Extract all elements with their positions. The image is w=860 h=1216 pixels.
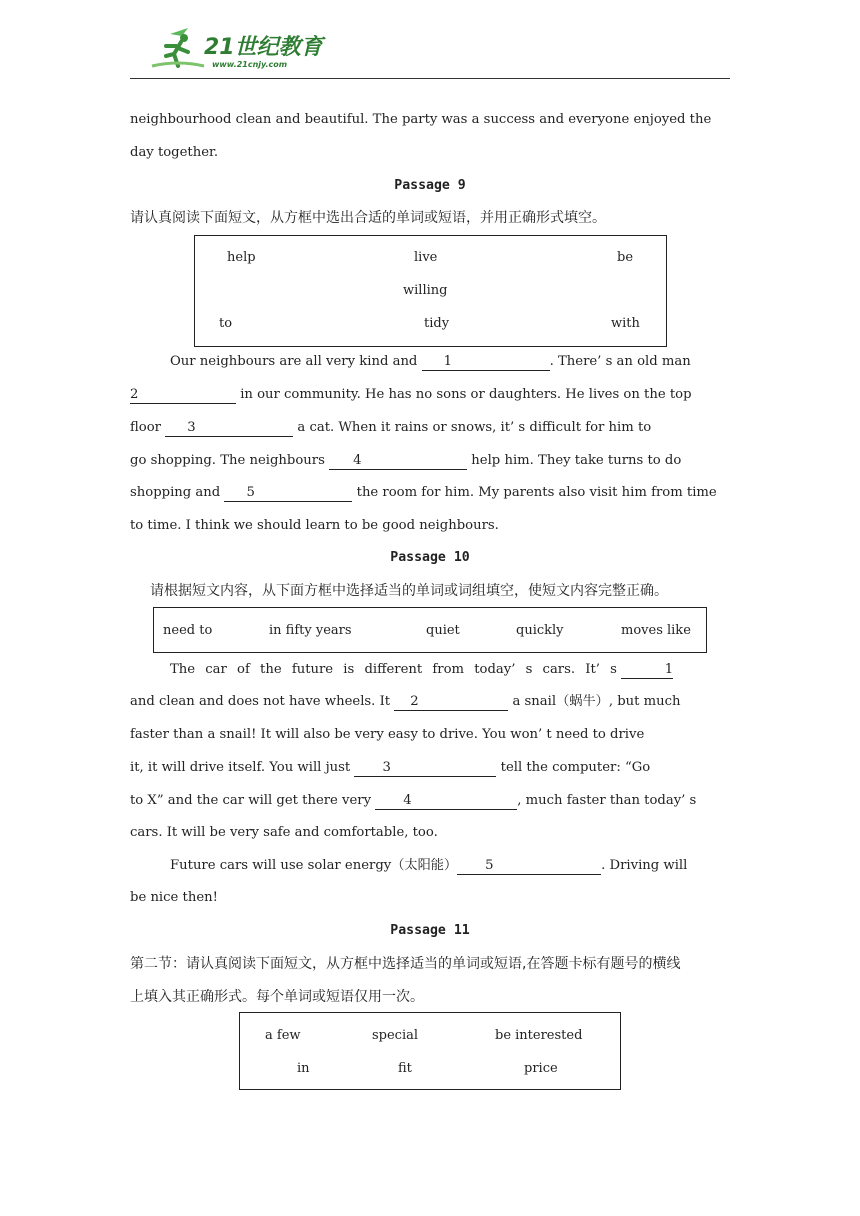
logo-icon bbox=[148, 26, 338, 72]
instruction: 请根据短文内容，从下面方框中选择适当的单词或词组填空，使短文内容完整正确。 bbox=[150, 583, 668, 599]
blank-5[interactable]: 5 bbox=[224, 485, 352, 502]
text-line: cars. It will be very safe and comfortable, too. bbox=[130, 825, 438, 840]
text-line: Future cars will use solar energy（太阳能） 5 . Driving will bbox=[170, 858, 688, 873]
instruction: 上填入其正确形式。每个单词或短语仅用一次。 bbox=[130, 989, 424, 1005]
text-line: and clean and does not have wheels. It 2 a snail（蜗牛）, but much bbox=[130, 694, 681, 709]
text-line: it, it will drive itself. You will just 3 tell the computer: “Go bbox=[130, 760, 651, 775]
word-option: in bbox=[297, 1061, 310, 1076]
blank-4[interactable]: 4 bbox=[329, 453, 467, 470]
blank-1[interactable]: 1 bbox=[422, 354, 550, 371]
text-line: go shopping. The neighbours 4 help him. They take turns to do bbox=[130, 453, 682, 468]
word-option: be bbox=[617, 250, 634, 265]
text-line: to X” and the car will get there very 4 , much faster than today’ s bbox=[130, 793, 697, 808]
text-line: day together. bbox=[130, 145, 219, 160]
passage-title: Passage 9 bbox=[394, 178, 466, 193]
text-line: The car of the future is different from today’ s cars. It’ s 1 bbox=[170, 662, 674, 677]
word-option: to bbox=[219, 316, 233, 331]
word-option: help bbox=[227, 250, 256, 265]
word-option: with bbox=[611, 316, 640, 331]
instruction: 第二节：请认真阅读下面短文，从方框中选择适当的单词或短语,在答题卡标有题号的横线 bbox=[130, 956, 681, 972]
word-option: moves like bbox=[621, 623, 691, 638]
text-line: faster than a snail! It will also be very easy to drive. You won’ t need to drive bbox=[130, 727, 645, 742]
word-option: live bbox=[414, 250, 438, 265]
word-option: fit bbox=[398, 1061, 412, 1076]
blank-5[interactable]: 5 bbox=[457, 858, 601, 875]
text-line: 2 in our community. He has no sons or daughters. He lives on the top bbox=[130, 387, 692, 402]
instruction: 请认真阅读下面短文，从方框中选出合适的单词或短语，并用正确形式填空。 bbox=[130, 210, 606, 226]
word-option: special bbox=[372, 1028, 419, 1043]
text-line: neighbourhood clean and beautiful. The party was a success and everyone enjoyed the bbox=[130, 112, 712, 127]
blank-2[interactable]: 2 bbox=[130, 387, 236, 404]
word-option: need to bbox=[163, 623, 213, 638]
word-option: be interested bbox=[495, 1028, 583, 1043]
header-rule bbox=[130, 78, 730, 79]
text-line: to time. I think we should learn to be good neighbours. bbox=[130, 518, 499, 533]
word-option: price bbox=[524, 1061, 558, 1076]
word-box bbox=[194, 235, 667, 347]
word-box bbox=[239, 1012, 621, 1090]
passage-title: Passage 11 bbox=[390, 923, 470, 938]
logo-url: www.21cnjy.com bbox=[212, 60, 288, 69]
blank-1[interactable]: 1 bbox=[621, 662, 673, 679]
word-option: quickly bbox=[516, 623, 564, 638]
text-line: floor 3 a cat. When it rains or snows, it’ s difficult for him to bbox=[130, 420, 652, 435]
word-option: willing bbox=[403, 283, 448, 298]
blank-3[interactable]: 3 bbox=[354, 760, 496, 777]
blank-4[interactable]: 4 bbox=[375, 793, 517, 810]
text-line: be nice then! bbox=[130, 890, 218, 905]
text-line: Our neighbours are all very kind and 1 . There’ s an old man bbox=[170, 354, 691, 369]
text-line: shopping and 5 the room for him. My parents also visit him from time bbox=[130, 485, 717, 500]
blank-2[interactable]: 2 bbox=[394, 694, 508, 711]
word-option: a few bbox=[265, 1028, 301, 1043]
page-header bbox=[130, 0, 730, 80]
word-box bbox=[153, 607, 707, 653]
passage-title: Passage 10 bbox=[390, 550, 470, 565]
word-option: in fifty years bbox=[269, 623, 352, 638]
blank-3[interactable]: 3 bbox=[165, 420, 293, 437]
word-option: tidy bbox=[424, 316, 450, 331]
logo-text: 21世纪教育 bbox=[204, 35, 323, 60]
word-option: quiet bbox=[426, 623, 460, 638]
